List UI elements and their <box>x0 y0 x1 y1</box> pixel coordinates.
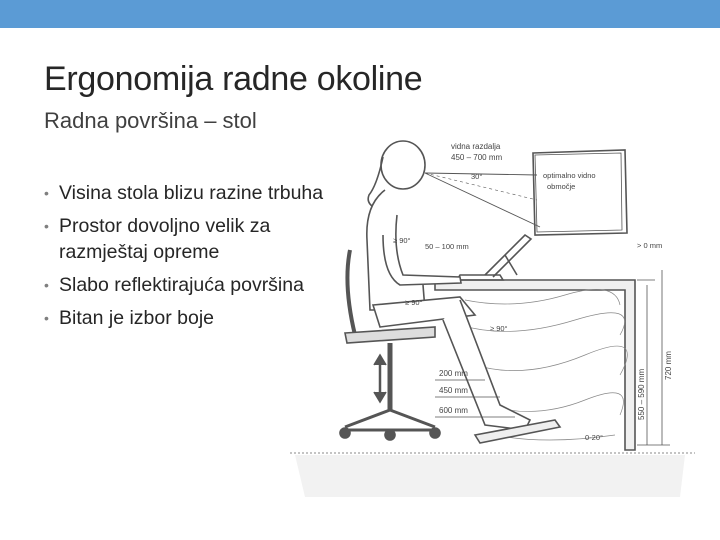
dim-200-label: 200 mm <box>439 369 468 378</box>
dim-720-label: 720 mm <box>664 351 673 380</box>
slide-title: Ergonomija radne okoline <box>44 60 423 98</box>
angle-30-label: 30° <box>471 172 483 181</box>
range-50-100-label: 50 – 100 mm <box>425 242 469 251</box>
optimal-field-label-2: območje <box>547 182 576 191</box>
vision-range-label: vidna razdalja <box>451 142 501 151</box>
dim-450-label: 450 mm <box>439 386 468 395</box>
workstation-drawing <box>285 135 715 505</box>
right-gap-label: > 0 mm <box>637 241 663 250</box>
optimal-field-label-1: optimalno vidno <box>543 171 596 180</box>
top-accent-bar <box>0 0 720 28</box>
bullet-icon: • <box>44 185 49 201</box>
bullet-icon: • <box>44 277 49 293</box>
bullet-icon: • <box>44 218 49 234</box>
bullet-text: Bitan je izbor boje <box>59 307 215 329</box>
vision-range-value: 450 – 700 mm <box>451 153 503 162</box>
dim-600-label: 600 mm <box>439 406 468 415</box>
dim-550-590-label: 550 – 590 mm <box>637 368 646 420</box>
bullet-icon: • <box>44 310 49 326</box>
foot-angle-label: 0-20° <box>585 433 604 442</box>
bullet-text: Prostor dovoljno velik za razmještaj opreme <box>59 215 271 263</box>
bullet-text: Slabo reflektirajuća površina <box>59 274 304 296</box>
angle-90-back-label: ≥ 90° <box>393 236 411 245</box>
angle-90-knee-label: ≥ 90° <box>490 324 508 333</box>
monitor-outline <box>533 150 627 235</box>
slide-subtitle: Radna površina – stol <box>44 108 257 133</box>
angle-90-mid-label: ≥ 90° <box>405 298 423 307</box>
ergonomic-workstation-illustration <box>285 135 715 505</box>
bullet-text: Visina stola blizu razine trbuha <box>59 182 324 204</box>
